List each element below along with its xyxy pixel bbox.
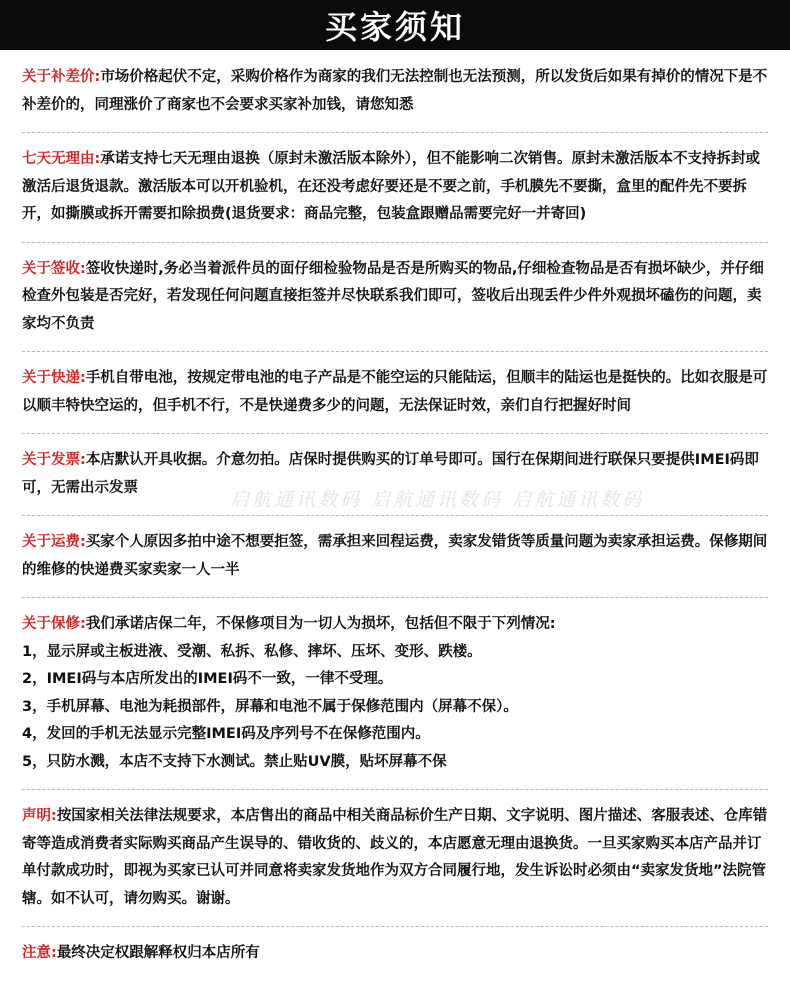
section-body: 本店默认开具收据。介意勿拍。店保时提供购买的订单号即可。国行在保期间进行联保只要提供IMEI码即可，无需出示发票	[22, 452, 759, 496]
section-title: 关于发票:	[22, 452, 86, 468]
section-notice	[0, 940, 790, 968]
watermark: 启航通讯数码 启航通讯数码 启航通讯数码	[230, 489, 645, 511]
section-sign-for	[0, 256, 790, 339]
section-title: 七天无理由:	[22, 151, 101, 167]
section-title: 关于补差价:	[22, 69, 101, 85]
section-express	[0, 365, 790, 420]
section-seven-day-return	[0, 146, 790, 229]
warranty-item: 2，IMEI码与本店所发出的IMEI码不一致，一律不受理。	[22, 671, 393, 687]
section-title: 关于运费:	[22, 534, 86, 550]
section-body: 市场价格起伏不定，采购价格作为商家的我们无法控制也无法预测，所以发货后如果有掉价的情况下是不补差价的，同理涨价了商家也不会要求买家补加钱，请您知悉	[22, 69, 768, 113]
section-statement	[0, 803, 790, 913]
divider	[22, 926, 768, 927]
divider	[22, 789, 768, 790]
warranty-item: 4，发回的手机无法显示完整IMEI码及序列号不在保修范围内。	[22, 726, 430, 742]
section-body: 签收快递时,务必当着派件员的面仔细检验物品是否是所购买的物品,仔细检查物品是否有损坏缺少，并仔细检查外包装是否完好，若发现任何问题直接拒签并尽快联系我们即可，签收后出现丢件少件外观损坏磕伤的问题，卖家均不负责	[22, 260, 764, 332]
section-shipping-fee	[0, 529, 790, 584]
section-title: 关于签收:	[22, 260, 86, 277]
page-header	[0, 0, 790, 50]
section-body: 承诺支持七天无理由退换（原封未激活版本除外），但不能影响二次销售。原封未激活版本不支持拆封或激活后退货退款。激活版本可以开机验机，在还没考虑好要还是不要之前，手机膜先不要撕，盒里的配件先不要拆开，如撕膜或拆开需要扣除损费(退货要求：商品完整，包装盒跟赠品需要完好一并寄回)	[22, 151, 761, 222]
section-warranty	[0, 611, 790, 776]
section-title: 注意:	[22, 945, 57, 961]
section-body: 我们承诺店保二年，不保修项目为一切人为损坏，包括但不限于下列情况:	[85, 616, 556, 632]
section-body: 最终决定权跟解释权归本店所有	[56, 945, 260, 961]
section-title: 声明:	[22, 808, 57, 824]
warranty-item: 3，手机屏幕、电池为耗损部件，屏幕和电池不属于保修范围内（屏幕不保）。	[22, 698, 518, 715]
divider	[22, 433, 768, 434]
section-title: 关于保修:	[22, 616, 86, 632]
divider	[22, 132, 768, 133]
section-body: 按国家相关法律法规要求，本店售出的商品中相关商品标价生产日期、文字说明、图片描述、客服表述、仓库错寄等造成消费者实际购买商品产生误导的、错收货的、歧义的，本店愿意无理由退换货。一旦买家购买本店产品并订单付款成功时，即视为买家已认可并同意将卖家发货地作为双方合同履行地，发生诉讼时必须由“卖家发货地”法院管辖。如不认可，请勿购买。谢谢。	[22, 808, 768, 907]
divider	[22, 242, 768, 243]
divider	[22, 515, 768, 516]
section-invoice	[0, 447, 790, 502]
divider	[22, 597, 768, 598]
divider	[22, 351, 768, 352]
page-title: 买家须知	[324, 8, 465, 46]
section-body: 买家个人原因多拍中途不想要拒签，需承担来回程运费，卖家发错货等质量问题为卖家承担运费。保修期间的维修的快递费买家卖家一人一半	[22, 534, 768, 578]
section-price-difference	[0, 64, 790, 119]
section-title: 关于快递:	[22, 370, 86, 386]
section-body: 手机自带电池，按规定带电池的电子产品是不能空运的只能陆运，但顺丰的陆运也是挺快的。比如衣服是可以顺丰特快空运的，但手机不行，不是快递费多少的问题，无法保证时效，亲们自行把握好时间	[22, 370, 768, 414]
warranty-item: 1，显示屏或主板进液、受潮、私拆、私修、摔坏、压坏、变形、跌楼。	[22, 643, 482, 660]
warranty-item: 5，只防水溅，本店不支持下水测试。禁止贴UV膜，贴坏屏幕不保	[22, 753, 447, 770]
